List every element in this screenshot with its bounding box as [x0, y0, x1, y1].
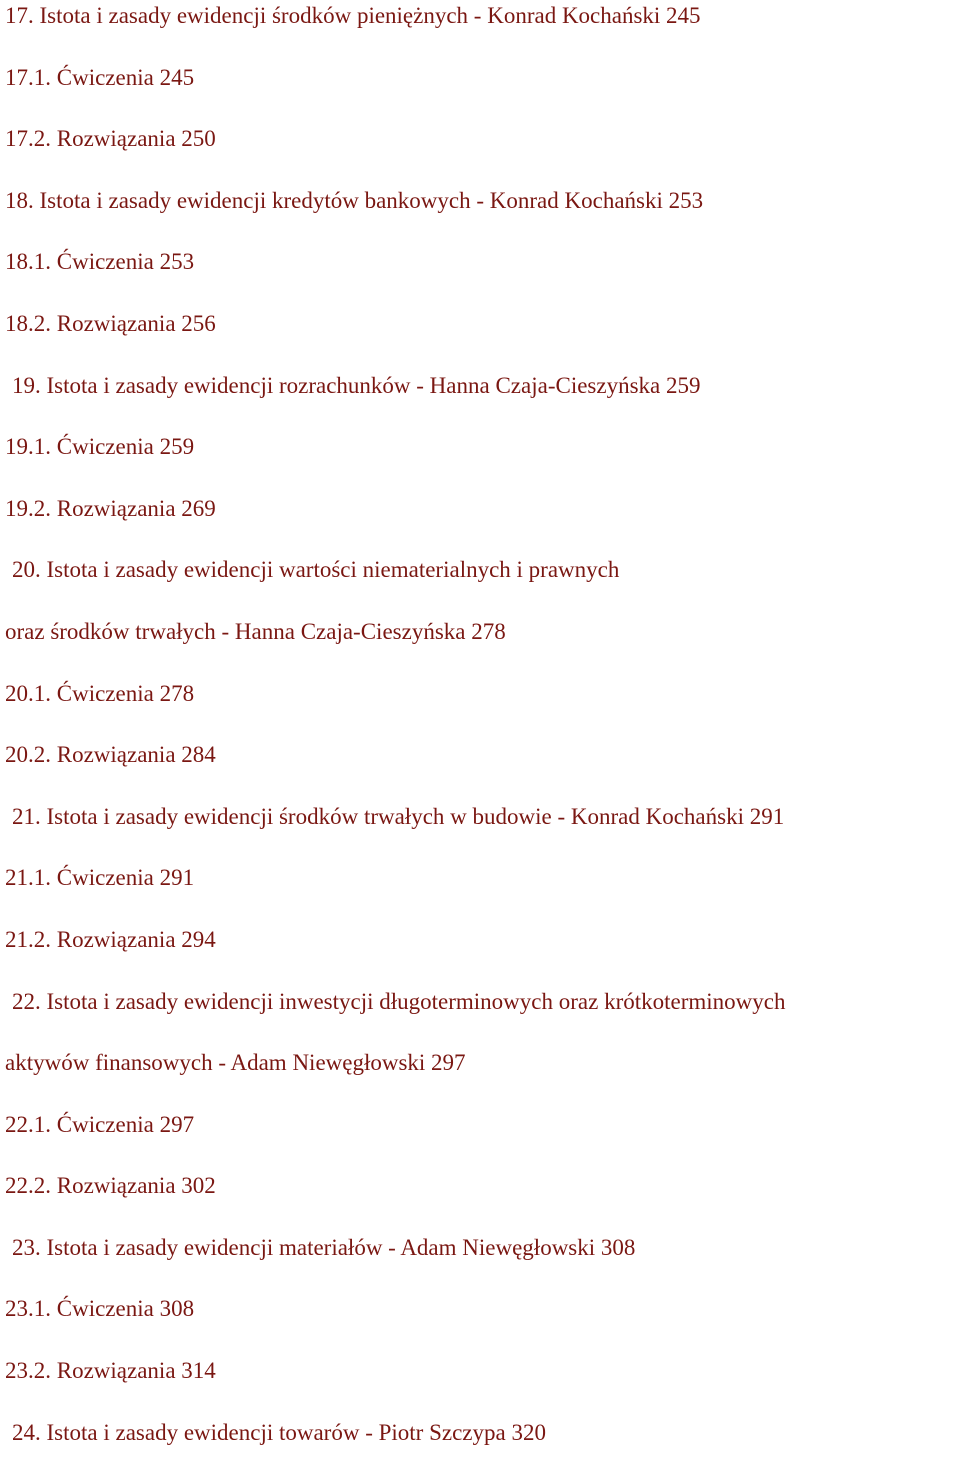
toc-entry-chapter-21	[5, 801, 955, 863]
toc-entry-20-1	[5, 678, 955, 740]
toc-entry-21-1	[5, 862, 955, 924]
toc-entry-19-2	[5, 493, 955, 555]
toc-entry-20-2	[5, 739, 955, 801]
toc-entry-chapter-22	[5, 986, 955, 1048]
toc-entry-23-2	[5, 1355, 955, 1417]
toc-entry-text: oraz środków trwałych - Hanna Czaja-Cieszyńska 278	[5, 618, 506, 644]
toc-entry-21-2	[5, 924, 955, 986]
toc-entry-text: 17.1. Ćwiczenia 245	[5, 64, 195, 90]
toc-entry-18-1	[5, 246, 955, 308]
toc-entry-text: 22.2. Rozwiązania 302	[5, 1173, 216, 1199]
toc-entry-text: 21.2. Rozwiązania 294	[5, 926, 216, 952]
toc-entry-text: 18.1. Ćwiczenia 253	[5, 249, 195, 275]
toc-entry-text: 20.1. Ćwiczenia 278	[5, 680, 195, 706]
toc-entry-22-2	[5, 1170, 955, 1232]
toc-entry-chapter-18	[5, 185, 955, 247]
toc-entry-text: 23.2. Rozwiązania 314	[5, 1358, 216, 1384]
toc-entry-19-1	[5, 431, 955, 493]
toc-entry-text: 18. Istota i zasady ewidencji kredytów bankowych - Konrad Kochański 253	[5, 187, 704, 213]
toc-entry-text: 19. Istota i zasady ewidencji rozrachunków - Hanna Czaja-Cieszyńska 259	[12, 372, 701, 398]
toc-entry-text: 22. Istota i zasady ewidencji inwestycji długoterminowych oraz krótkoterminowych	[12, 988, 786, 1014]
toc-entry-text: 20. Istota i zasady ewidencji wartości niematerialnych i prawnych	[12, 557, 620, 583]
toc-entry-chapter-24	[5, 1417, 955, 1478]
toc-entry-22-1	[5, 1109, 955, 1171]
toc-entry-text: 20.2. Rozwiązania 284	[5, 742, 216, 768]
table-of-contents	[5, 0, 955, 1478]
toc-entry-chapter-20-continued	[5, 616, 955, 678]
toc-entry-chapter-19	[5, 370, 955, 432]
toc-entry-text: 21. Istota i zasady ewidencji środków trwałych w budowie - Konrad Kochański 291	[12, 803, 785, 829]
toc-entry-17-1	[5, 62, 955, 124]
toc-entry-text: 19.2. Rozwiązania 269	[5, 495, 216, 521]
toc-entry-text: 24. Istota i zasady ewidencji towarów - Piotr Szczypa 320	[12, 1419, 546, 1445]
toc-entry-text: 19.1. Ćwiczenia 259	[5, 434, 195, 460]
toc-entry-text: 21.1. Ćwiczenia 291	[5, 865, 195, 891]
toc-entry-17-2	[5, 123, 955, 185]
toc-entry-chapter-20	[5, 554, 955, 616]
toc-entry-chapter-22-continued	[5, 1047, 955, 1109]
toc-entry-23-1	[5, 1293, 955, 1355]
toc-entry-text: aktywów finansowych - Adam Niewęgłowski 297	[5, 1050, 466, 1076]
toc-entry-text: 22.1. Ćwiczenia 297	[5, 1111, 195, 1137]
toc-entry-text: 23.1. Ćwiczenia 308	[5, 1296, 195, 1322]
toc-entry-text: 23. Istota i zasady ewidencji materiałów - Adam Niewęgłowski 308	[12, 1234, 636, 1260]
toc-entry-chapter-17	[5, 0, 955, 62]
toc-entry-text: 18.2. Rozwiązania 256	[5, 310, 216, 336]
toc-entry-text: 17.2. Rozwiązania 250	[5, 126, 216, 152]
toc-entry-18-2	[5, 308, 955, 370]
toc-entry-chapter-23	[5, 1232, 955, 1294]
toc-entry-text: 17. Istota i zasady ewidencji środków pieniężnych - Konrad Kochański 245	[5, 3, 701, 28]
